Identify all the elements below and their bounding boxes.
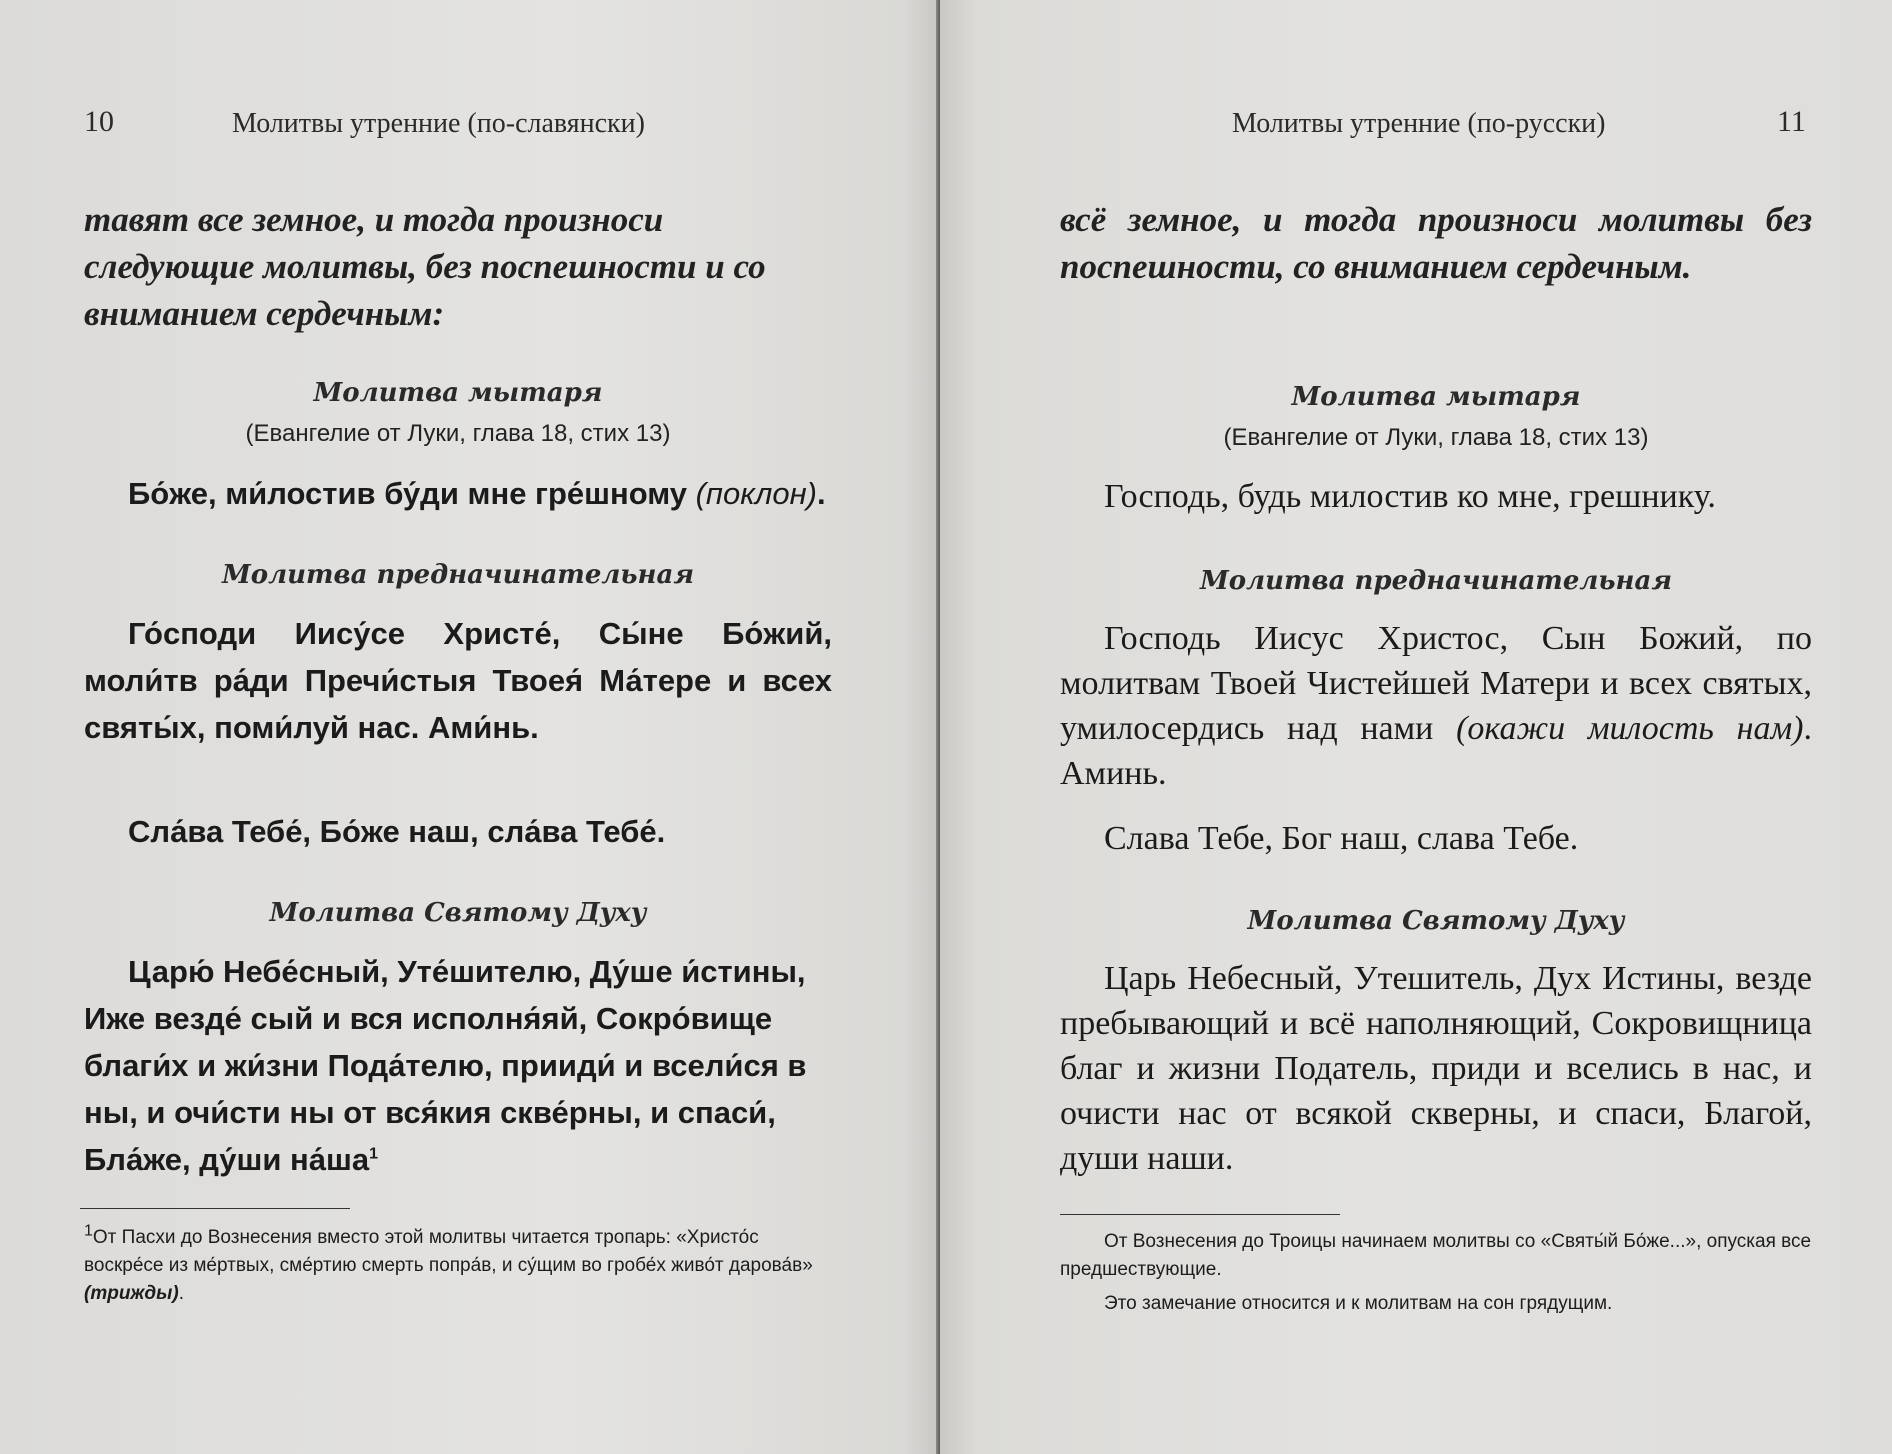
- holy-spirit-title: Молитва Святому Духу: [1247, 906, 1625, 936]
- footnote-2: Это замечание относится и к молитвам на сон грядущим.: [1104, 1293, 1613, 1314]
- initial-text-after: . Аминь.: [1060, 710, 1812, 792]
- footnote-divider: [80, 1208, 350, 1209]
- initial-text-before: Господь Иисус Христос, Сын Божий, по молитвам Твоей Чистейшей Матери и всех святых, умилосердись над нами: [1060, 620, 1812, 747]
- left-page: [0, 0, 940, 1454]
- initial-glory: Слава Тебе, Бог наш, слава Тебе.: [1104, 820, 1579, 857]
- holy-spirit-title: Молитва Святому Духу: [269, 898, 647, 928]
- publican-source: (Евангелие от Луки, глава 18, стих 13): [245, 420, 671, 447]
- publican-prayer: [84, 470, 832, 517]
- page-number: 11: [1777, 105, 1806, 138]
- footnote-text: От Пасхи до Вознесения вместо этой молитвы читается тропарь: «Христо́с воскре́се из ме́ртвых, сме́ртию смерть попра́в, и су́щим во гробе́х живо́т дарова́в»: [84, 1227, 813, 1276]
- footnote-end: .: [178, 1283, 185, 1304]
- initial-prayer: Го́споди Иису́се Христе́, Сы́не Бо́жий, моли́тв ра́ди Пречи́стыя Твоея́ Ма́тере и всех святы́х, поми́луй нас. Ами́нь.: [84, 616, 832, 745]
- footnote-ref: 1: [369, 1145, 379, 1163]
- initial-text-note: (окажи милость нам): [1456, 710, 1804, 747]
- footnote: [84, 1224, 832, 1308]
- publican-source: (Евангелие от Луки, глава 18, стих 13): [1223, 424, 1649, 451]
- footnote-note: (трижды): [84, 1283, 179, 1304]
- holy-spirit-prayer: [84, 948, 832, 1183]
- initial-glory: Сла́ва Тебе́, Бо́же наш, сла́ва Тебе́.: [128, 814, 666, 849]
- publican-title: Молитва мытаря: [1291, 382, 1581, 412]
- initial-title: Молитва предначинательная: [1199, 566, 1673, 596]
- right-page: [940, 0, 1892, 1454]
- intro-text: тавят все земное, и тогда произноси следующие молитвы, без поспешности и со вниманием сердечным:: [84, 200, 766, 333]
- intro-text: всё земное, и тогда произноси молитвы без поспешности, со вниманием сердечным.: [1060, 200, 1812, 286]
- page-number: 10: [84, 105, 114, 138]
- publican-end: .: [816, 476, 826, 511]
- running-head: Молитвы утренние (по-русски): [1232, 108, 1606, 139]
- footnote-divider: [1060, 1214, 1340, 1215]
- running-head: Молитвы утренние (по-славянски): [232, 108, 645, 139]
- initial-prayer: [1060, 616, 1812, 796]
- publican-note: (поклон): [695, 476, 817, 511]
- publican-prayer: Господь, будь милостив ко мне, грешнику.: [1104, 478, 1716, 515]
- footnote: От Вознесения до Троицы начинаем молитвы со «Святы́й Бо́же...», опуская все предшествующие.: [1060, 1231, 1812, 1280]
- holy-spirit-text: Царю́ Небе́сный, Уте́шителю, Ду́ше и́стины, Иже везде́ сый и вся исполня́яй, Сокро́вище благи́х и жи́зни Пода́телю, прииди́ и всели́ся в ны, и очи́сти ны от вся́кия скве́рны, и спаси́, Бла́же, ду́ши на́ша: [84, 954, 807, 1177]
- holy-spirit-prayer: Царь Небесный, Утешитель, Дух Истины, везде пребывающий и всё наполняющий, Сокровищница благ и жизни Податель, приди и вселись в нас, и очисти нас от всякой скверны, и спаси, Благой, души наши.: [1060, 960, 1812, 1177]
- publican-title: Молитва мытаря: [313, 378, 603, 408]
- publican-prayer-text: Бо́же, ми́лостив бу́ди мне гре́шному: [128, 476, 687, 511]
- footnote-mark: 1: [84, 1222, 93, 1240]
- initial-title: Молитва предначинательная: [221, 560, 695, 590]
